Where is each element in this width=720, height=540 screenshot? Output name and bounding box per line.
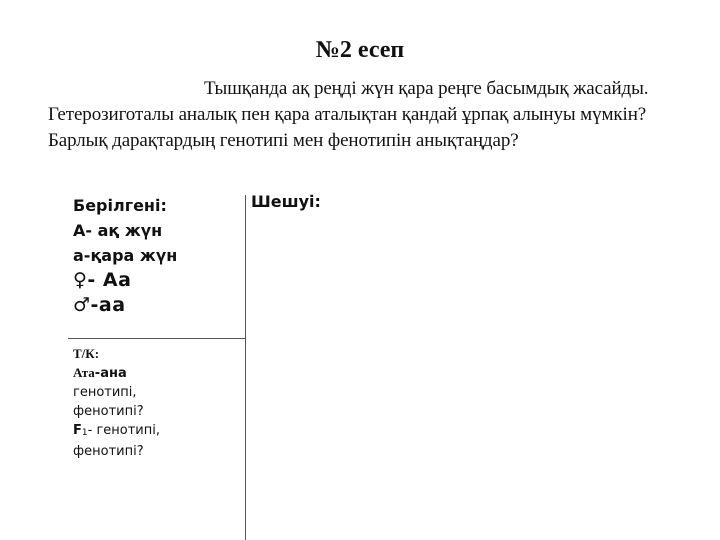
find-f1-line bbox=[73, 421, 160, 442]
vertical-divider bbox=[245, 195, 246, 540]
problem-statement: Тышқанда ақ реңді жүн қара реңге басымдық жасайды. Гетерозиготалы аналық пен қара аталықтан қандай ұрпақ алынуы мүмкін? Барлық дарақтардың генотипі мен фенотипін анықтаңдар? bbox=[48, 78, 649, 151]
find-heading: Т/К: bbox=[73, 346, 100, 361]
find-f1-phenotype: фенотипі? bbox=[73, 444, 144, 459]
given-allele-dominant: А- ақ жүн bbox=[73, 221, 163, 240]
given-female-genotype: ♀- Аа bbox=[73, 269, 132, 291]
find-parents-genotype: генотипі, bbox=[73, 385, 137, 400]
horizontal-divider bbox=[68, 338, 245, 339]
find-parents-mother: -ана bbox=[94, 366, 127, 381]
f1-genotype: - генотипі, bbox=[87, 423, 160, 438]
f1-symbol: F bbox=[73, 423, 82, 438]
problem-title: №2 есеп bbox=[315, 37, 405, 63]
given-male-genotype: ♂-аа bbox=[73, 294, 126, 316]
find-parents-line bbox=[73, 363, 160, 383]
given-allele-recessive: а-қара жүн bbox=[73, 246, 178, 265]
given-section bbox=[73, 193, 177, 318]
find-parents-father: Ата bbox=[73, 365, 95, 380]
solution-heading: Шешуі: bbox=[251, 192, 321, 211]
find-parents-phenotype: фенотипі? bbox=[73, 404, 144, 419]
find-section bbox=[73, 344, 160, 461]
f1-subscript: 1 bbox=[81, 428, 88, 438]
given-heading: Берілгені: bbox=[73, 196, 167, 215]
